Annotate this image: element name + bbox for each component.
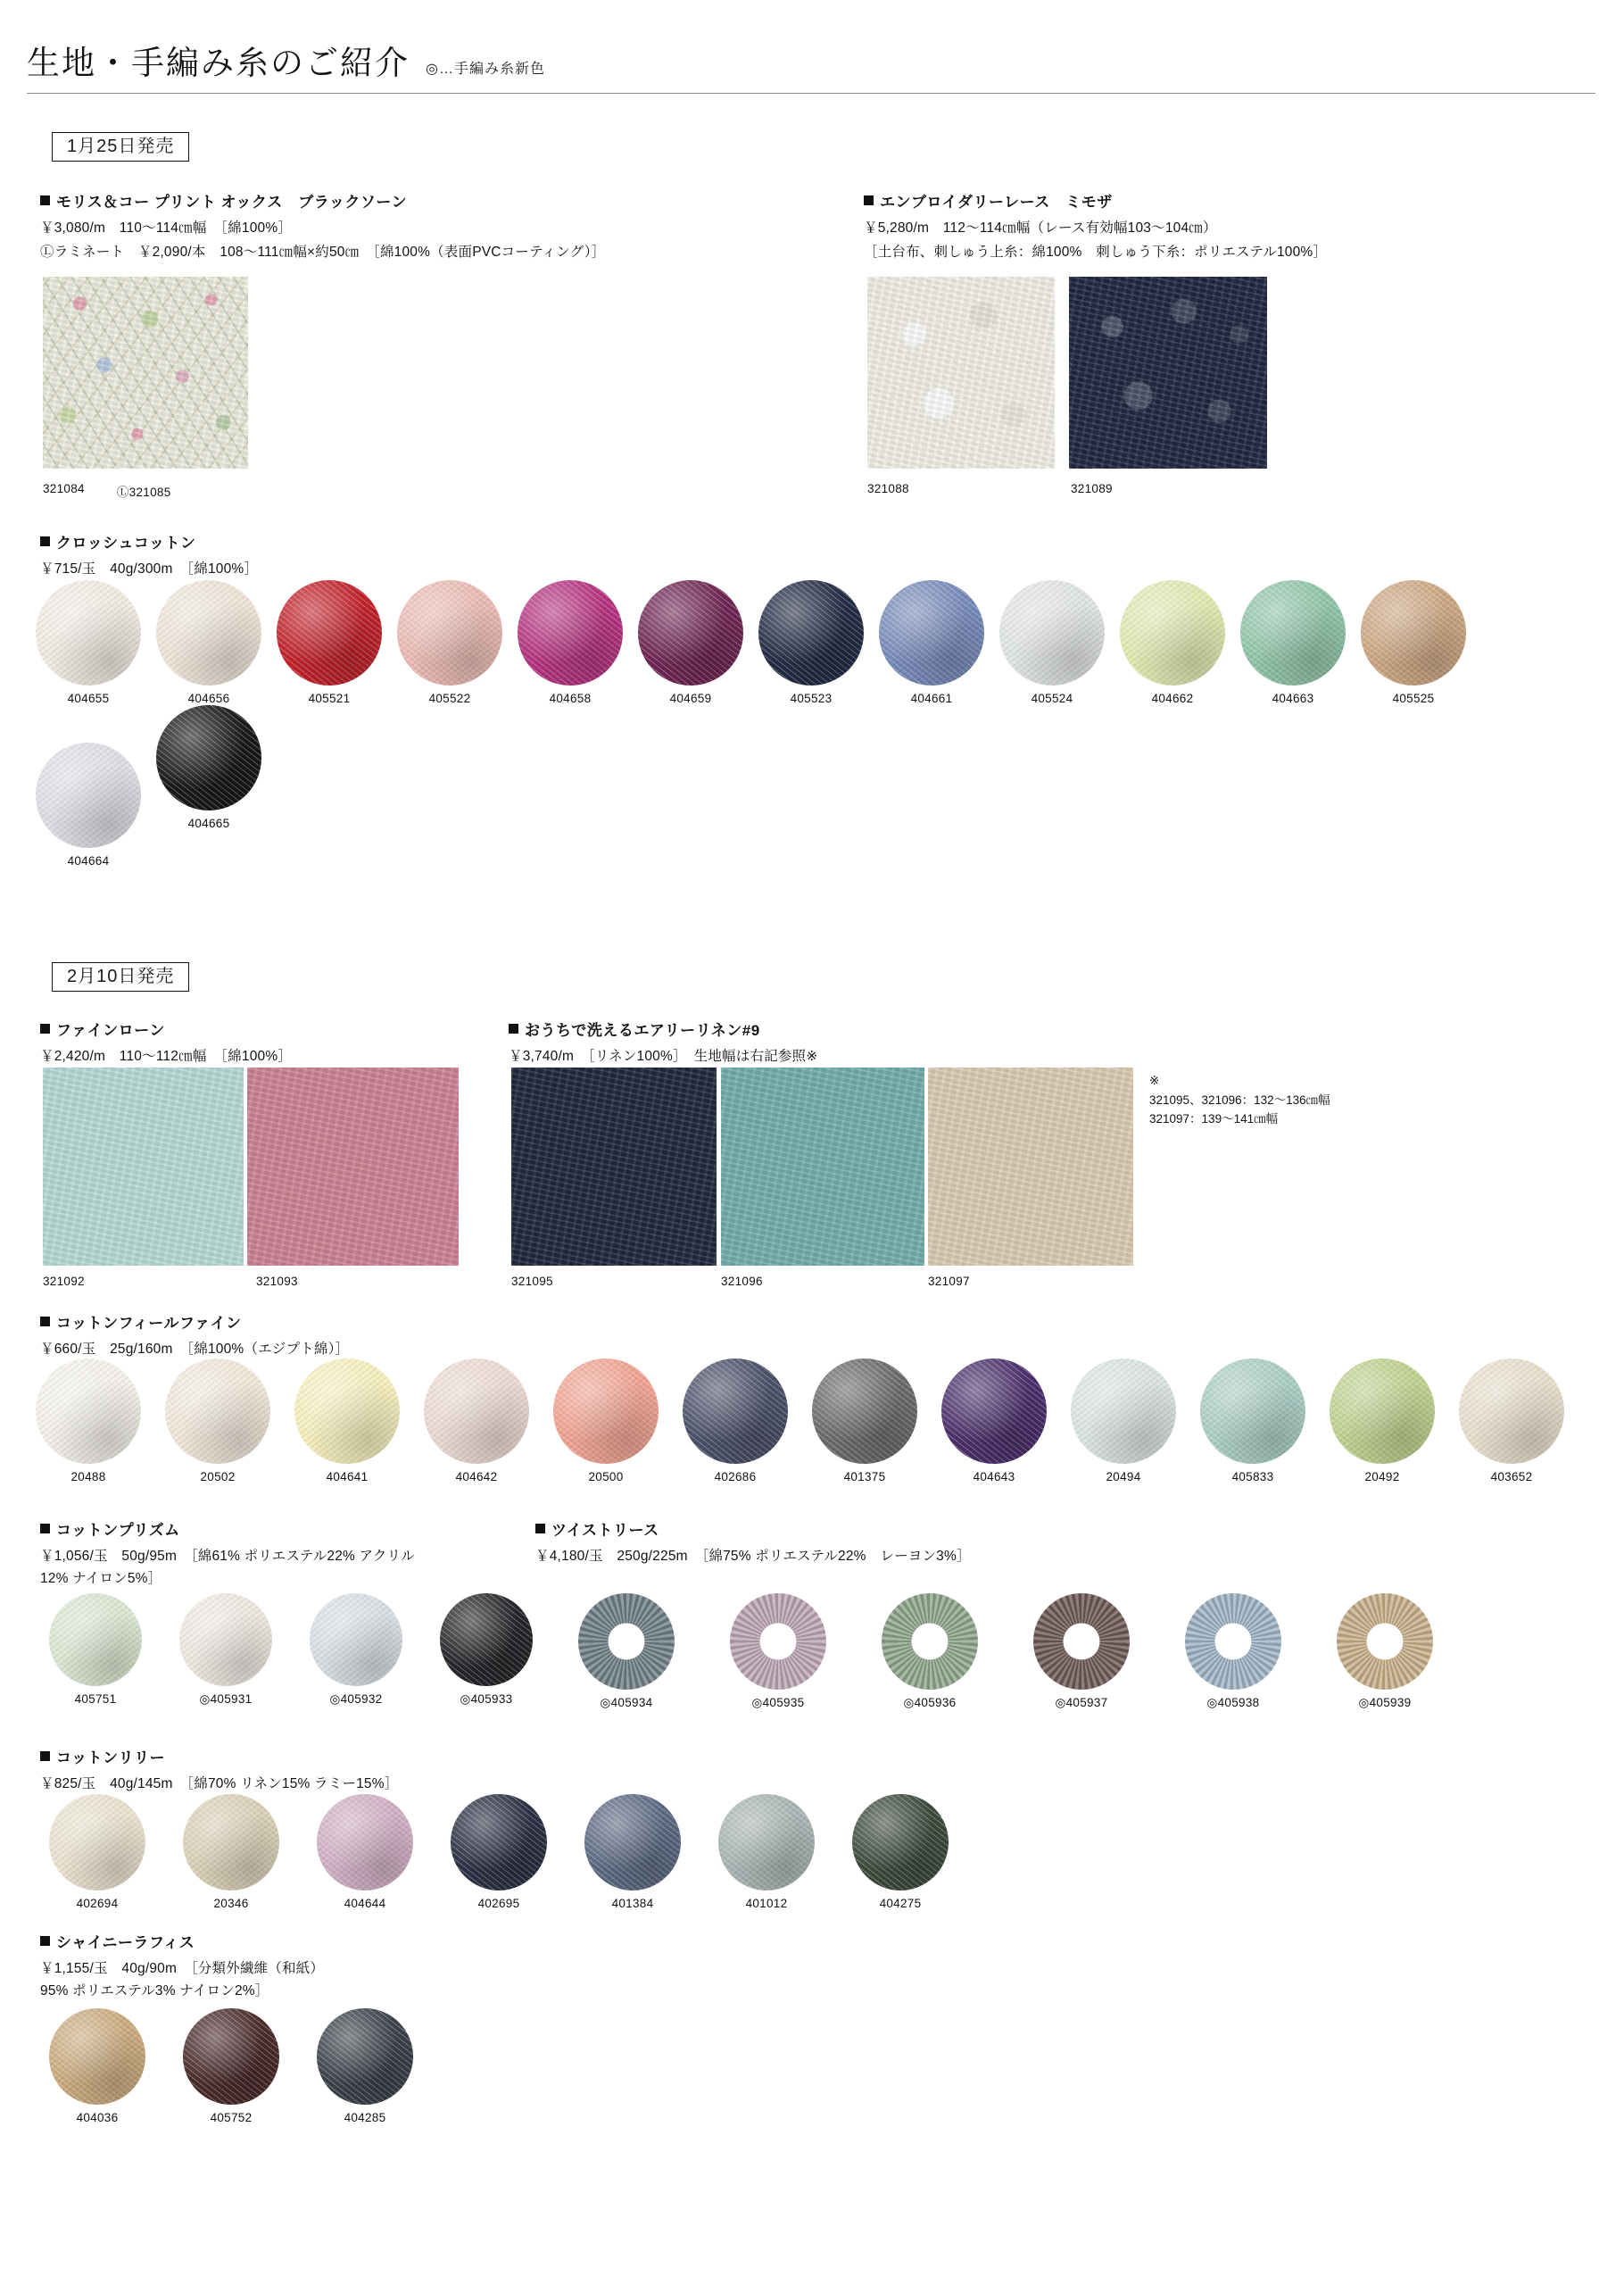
product-croche-cotton (40, 530, 843, 580)
product-cotton-prism (40, 1517, 540, 1590)
code-321092: 321092 (43, 1275, 85, 1288)
product-spec-line: ￥4,180/玉 250g/225m ［綿75% ポリエステル22% レーヨン3%］ (535, 1549, 971, 1564)
swatch-item (1240, 580, 1346, 705)
product-cotton-feel-fine (40, 1310, 843, 1360)
yarn-ball (1240, 580, 1346, 686)
swatch-code: 20488 (70, 1470, 106, 1483)
swatch-item (553, 1359, 659, 1483)
swatch-code: 404036 (76, 2111, 119, 2124)
fabric-swatch-321088 (867, 277, 1055, 469)
swatch-item (1120, 580, 1225, 705)
code-321093: 321093 (256, 1275, 298, 1288)
swatch-item (36, 1359, 141, 1483)
swatch-code: 405523 (790, 692, 833, 705)
code-321096: 321096 (721, 1275, 763, 1288)
product-spec-line: 12% ナイロン5%］ (40, 1571, 162, 1587)
swatch-code: 20500 (588, 1470, 624, 1483)
swatch-code: 404662 (1151, 692, 1194, 705)
yarn-ball (584, 1794, 681, 1890)
product-title: モリス＆コー プリント オックス ブラックソーン (40, 189, 825, 212)
yarn-ball (852, 1794, 949, 1890)
code-321097: 321097 (928, 1275, 970, 1288)
yarn-ball (812, 1359, 917, 1464)
yarn-ball (1071, 1359, 1176, 1464)
swatch-item (165, 1359, 270, 1483)
swatch-item (451, 1794, 547, 1910)
swatch-grid-shiny-raffis (49, 2008, 584, 2124)
swatch-item (49, 1794, 145, 1910)
fabric-swatch-321093 (247, 1068, 459, 1266)
swatch-item (49, 1593, 142, 1707)
yarn-ball (183, 1794, 279, 1890)
swatch-item (183, 2008, 279, 2124)
swatch-code: 402695 (477, 1897, 520, 1910)
swatch-item (36, 580, 141, 705)
product-title: エンブロイダリーレース ミモザ (864, 189, 1578, 212)
product-spec-line: ￥3,080/m 110〜114㎝幅 ［綿100%］ (40, 220, 293, 236)
yarn-ball (183, 2008, 279, 2105)
yarn-ball (49, 1794, 145, 1890)
code-321089: 321089 (1071, 482, 1113, 495)
product-spec-line: ￥825/玉 40g/145m ［綿70% リネン15% ラミー15%］ (40, 1776, 399, 1791)
swatch-code: 404644 (344, 1897, 386, 1910)
swatch-item (879, 580, 984, 705)
swatch-code: 20492 (1364, 1470, 1400, 1483)
product-title: クロッシュコットン (40, 530, 843, 553)
swatch-code: 405751 (74, 1692, 117, 1706)
swatch-item (1033, 1593, 1130, 1710)
swatch-item (852, 1794, 949, 1910)
swatch-code: ◎405937 (1055, 1696, 1108, 1709)
yarn-ball (317, 1794, 413, 1890)
yarn-ball (165, 1359, 270, 1464)
yarn-skein (578, 1593, 675, 1690)
swatch-item (1361, 580, 1466, 705)
code-321095: 321095 (511, 1275, 553, 1288)
code-321088: 321088 (867, 482, 909, 495)
swatch-item (1330, 1359, 1435, 1483)
yarn-ball (758, 580, 864, 686)
swatch-grid-twist-lease (578, 1593, 1560, 1710)
swatch-item (156, 580, 261, 705)
swatch-code: 405521 (308, 692, 351, 705)
swatch-grid-cotton-prism (49, 1593, 602, 1707)
yarn-skein (882, 1593, 978, 1690)
product-spec-line: 95% ポリエステル3% ナイロン2%］ (40, 1983, 269, 1999)
yarn-ball (49, 1593, 142, 1686)
swatch-item (1185, 1593, 1281, 1710)
product-fine-lawn (40, 1018, 504, 1068)
product-title: コットンリリー (40, 1745, 843, 1767)
yarn-ball (718, 1794, 815, 1890)
swatch-code: 404642 (455, 1470, 498, 1483)
yarn-ball (999, 580, 1105, 686)
swatch-item (638, 580, 743, 705)
swatch-code: 402694 (76, 1897, 119, 1910)
swatch-code: 404275 (879, 1897, 922, 1910)
swatch-code: 404661 (910, 692, 953, 705)
yarn-ball (156, 705, 261, 810)
swatch-item (1337, 1593, 1433, 1710)
swatch-item (179, 1593, 272, 1707)
product-spec-line: ￥1,056/玉 50g/95m ［綿61% ポリエステル22% アクリル (40, 1549, 415, 1564)
yarn-ball (941, 1359, 1047, 1464)
fabric-swatch-321096 (721, 1068, 924, 1266)
swatch-code: ◎405933 (460, 1692, 513, 1706)
swatch-grid-croche-cotton (36, 580, 1588, 868)
swatch-code: ◎405935 (751, 1696, 805, 1709)
swatch-grid-cotton-feel-fine (36, 1359, 1588, 1483)
product-spec-line: ￥2,420/m 110〜112㎝幅 ［綿100%］ (40, 1049, 293, 1064)
swatch-code: 405752 (210, 2111, 253, 2124)
swatch-code: 404664 (67, 854, 110, 868)
product-airy-linen (509, 1018, 1133, 1068)
yarn-ball (683, 1359, 788, 1464)
product-title: おうちで洗えるエアリーリネン#9 (509, 1018, 1133, 1040)
code-row-morris: 321084 Ⓛ321085 (43, 482, 171, 499)
swatch-code: 401012 (745, 1897, 788, 1910)
yarn-skein (1185, 1593, 1281, 1690)
swatch-item (758, 580, 864, 705)
product-morris (40, 189, 825, 263)
product-title: ツイストリース (535, 1517, 1338, 1540)
swatch-code: 405525 (1392, 692, 1435, 705)
product-title: シャイニーラフィス (40, 1930, 576, 1952)
fabric-swatch-321089 (1069, 277, 1267, 469)
swatch-code: 404656 (187, 692, 230, 705)
swatch-item (424, 1359, 529, 1483)
swatch-code: 404643 (973, 1470, 1015, 1483)
swatch-code: ◎405932 (329, 1692, 383, 1706)
swatch-code: ◎405931 (199, 1692, 253, 1706)
swatch-item (317, 1794, 413, 1910)
yarn-ball (294, 1359, 400, 1464)
swatch-code: 403652 (1490, 1470, 1533, 1483)
product-spec-line: ［土台布、刺しゅう上糸：綿100% 刺しゅう下糸：ポリエステル100%］ (864, 245, 1328, 261)
yarn-ball (1330, 1359, 1435, 1464)
yarn-ball (424, 1359, 529, 1464)
yarn-ball (317, 2008, 413, 2105)
swatch-code: 404659 (669, 692, 712, 705)
swatch-item (294, 1359, 400, 1483)
yarn-ball (49, 2008, 145, 2105)
swatch-code: ◎405936 (903, 1696, 957, 1709)
yarn-ball (1120, 580, 1225, 686)
yarn-ball (36, 1359, 141, 1464)
swatch-item (718, 1794, 815, 1910)
yarn-ball (397, 580, 502, 686)
swatch-item (36, 743, 141, 868)
swatch-code: 401384 (611, 1897, 654, 1910)
yarn-skein (1033, 1593, 1130, 1690)
product-spec-line: ￥660/玉 25g/160m ［綿100%（エジプト綿）］ (40, 1342, 350, 1357)
swatch-code: 405833 (1231, 1470, 1274, 1483)
airy-linen-side-note: ※ 321095、321096：132〜136㎝幅 321097：139〜141㎝幅 (1149, 1074, 1330, 1126)
yarn-ball (1200, 1359, 1305, 1464)
swatch-item (277, 580, 382, 705)
swatch-code: 20502 (200, 1470, 236, 1483)
yarn-ball (36, 743, 141, 848)
yarn-ball (518, 580, 623, 686)
swatch-code: 404285 (344, 2111, 386, 2124)
fabric-swatch-321095 (511, 1068, 717, 1266)
product-spec-line: ￥1,155/玉 40g/90m ［分類外繊維（和紙） (40, 1961, 325, 1976)
product-cotton-lily (40, 1745, 843, 1795)
swatch-item (1459, 1359, 1564, 1483)
product-embroidery-lace (864, 189, 1578, 263)
product-spec-line: ￥715/玉 40g/300m ［綿100%］ (40, 561, 259, 577)
swatch-item (156, 705, 261, 868)
yarn-ball (1459, 1359, 1564, 1464)
page-header (27, 36, 1597, 94)
swatch-item (730, 1593, 826, 1710)
swatch-code: ◎405938 (1206, 1696, 1260, 1709)
swatch-item (440, 1593, 533, 1707)
swatch-item (1071, 1359, 1176, 1483)
swatch-item (49, 2008, 145, 2124)
swatch-grid-cotton-lily (49, 1794, 1031, 1910)
header-note: ◎…手編み糸新色 (426, 62, 545, 77)
page-title: 生地・手編み糸のご紹介 (27, 45, 410, 81)
product-title: コットンフィールファイン (40, 1310, 843, 1333)
swatch-code: 405522 (428, 692, 471, 705)
product-spec-line: ￥5,280/m 112〜114㎝幅（レース有効幅103〜104㎝） (864, 220, 1217, 236)
yarn-ball (1361, 580, 1466, 686)
product-title: ファインローン (40, 1018, 504, 1040)
swatch-item (183, 1794, 279, 1910)
fabric-swatch-321092 (43, 1068, 244, 1266)
product-spec-line: ￥3,740/m ［リネン100%］ 生地幅は右記参照※ (509, 1049, 818, 1064)
swatch-item (941, 1359, 1047, 1483)
swatch-item (812, 1359, 917, 1483)
swatch-code: 404658 (549, 692, 592, 705)
yarn-ball (310, 1593, 402, 1686)
product-twist-lease (535, 1517, 1338, 1567)
swatch-item (518, 580, 623, 705)
swatch-code: 20494 (1106, 1470, 1141, 1483)
header-divider (27, 93, 1595, 94)
swatch-code: ◎405939 (1358, 1696, 1412, 1709)
product-title: コットンプリズム (40, 1517, 540, 1540)
swatch-item (1200, 1359, 1305, 1483)
swatch-item (578, 1593, 675, 1710)
yarn-ball (156, 580, 261, 686)
swatch-code: 404665 (187, 817, 230, 830)
swatch-item (999, 580, 1105, 705)
yarn-ball (879, 580, 984, 686)
yarn-skein (1337, 1593, 1433, 1690)
swatch-item (317, 2008, 413, 2124)
swatch-code: 20346 (213, 1897, 249, 1910)
swatch-item (683, 1359, 788, 1483)
yarn-ball (440, 1593, 533, 1686)
section-1-date-badge: 1月25日発売 (52, 132, 189, 162)
swatch-code: 404641 (326, 1470, 369, 1483)
fabric-swatch-321084 (43, 277, 248, 469)
yarn-ball (277, 580, 382, 686)
section-2-date-badge: 2月10日発売 (52, 962, 189, 992)
swatch-code: 402686 (714, 1470, 757, 1483)
yarn-ball (638, 580, 743, 686)
fabric-swatch-321097 (928, 1068, 1133, 1266)
swatch-code: 404663 (1272, 692, 1314, 705)
swatch-code: 401375 (843, 1470, 886, 1483)
yarn-skein (730, 1593, 826, 1690)
yarn-ball (451, 1794, 547, 1890)
product-spec-line: Ⓛラミネート ￥2,090/本 108〜111㎝幅×約50㎝ ［綿100%（表面PVCコーティング）］ (40, 245, 606, 261)
swatch-item (584, 1794, 681, 1910)
swatch-code: 404655 (67, 692, 110, 705)
swatch-item (310, 1593, 402, 1707)
yarn-ball (179, 1593, 272, 1686)
yarn-ball (553, 1359, 659, 1464)
product-shiny-raffis (40, 1930, 576, 2002)
swatch-code: 405524 (1031, 692, 1073, 705)
yarn-ball (36, 580, 141, 686)
swatch-item (882, 1593, 978, 1710)
swatch-item (397, 580, 502, 705)
swatch-code: ◎405934 (600, 1696, 653, 1709)
